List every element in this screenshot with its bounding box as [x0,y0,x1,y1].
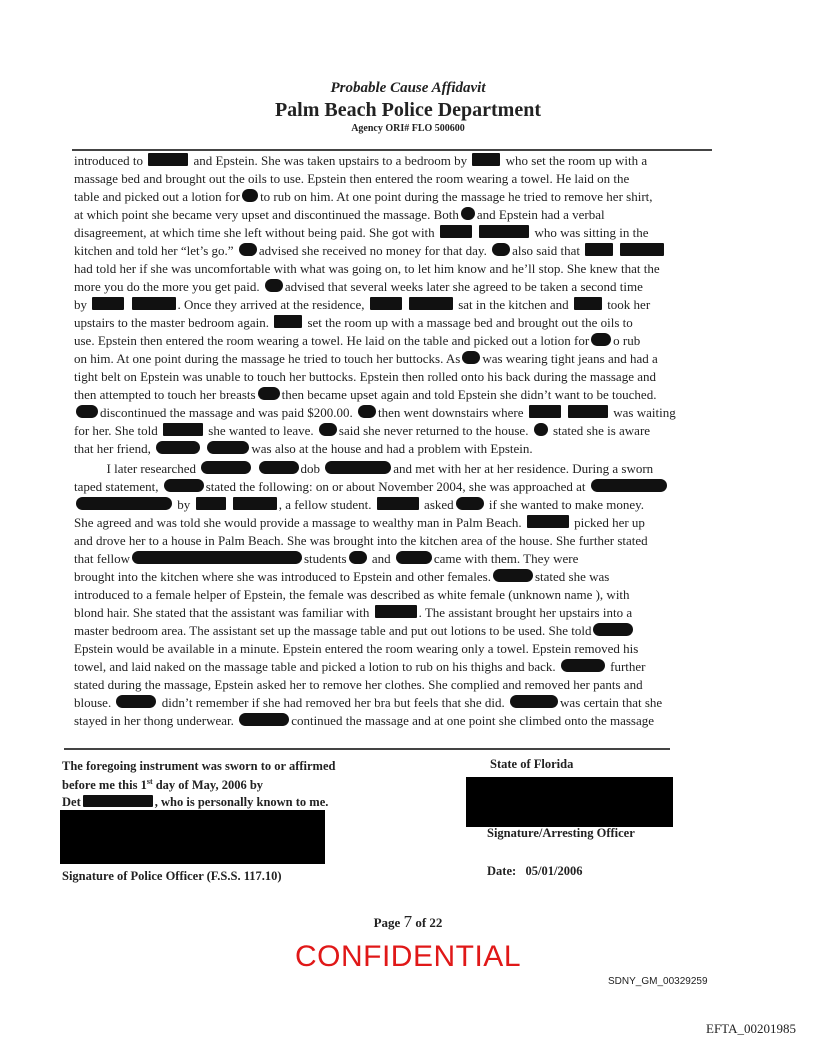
text-segment: dob [300,461,324,476]
redaction [92,297,124,310]
redaction [156,441,200,454]
text-segment: had told her if she was uncomfortable with what was going on, to let him know and he’ll stop. She knew that the [74,261,660,276]
redaction [591,333,611,346]
text-segment [126,297,129,312]
text-segment: taped statement, [74,479,162,494]
redaction [76,405,98,418]
redaction [148,153,188,166]
redaction [479,225,529,238]
redaction [201,461,251,474]
bates-number: SDNY_GM_00329259 [608,976,708,987]
text-segment: disagreement, at which time she left without being paid. She got with [74,225,438,240]
text-segment: , a fellow student. [278,497,375,512]
text-segment: if she wanted to make money. [485,497,645,512]
sworn-statement-line3: Det , who is personally known to me. [62,795,329,809]
state-label: State of Florida [490,757,574,771]
redaction [349,551,367,564]
text-line [74,712,654,730]
text-segment: for her. She told [74,423,162,438]
text-line [74,296,650,314]
redaction [396,551,432,564]
redaction [319,423,337,436]
text-segment: came with them. They were [433,551,579,566]
redaction [259,461,299,474]
redaction [461,207,475,220]
text-segment: at which point she became very upset and discontinued the massage. Both [74,207,459,222]
text-segment: took her [603,297,651,312]
text-segment: I later researched [74,461,200,476]
text-line [74,440,533,458]
text-line [74,350,658,368]
text-segment: blond hair. She stated that the assistant was familiar with [74,605,373,620]
text-segment: more you do the more you get paid. [74,279,263,294]
text-line [74,206,605,224]
redaction [462,351,480,364]
text-segment: who set the room up with a [502,153,648,168]
redaction [591,479,667,492]
redaction [239,713,289,726]
text-segment: that fellow [74,551,130,566]
text-line [74,314,633,332]
redaction [472,153,500,166]
text-line [74,404,676,422]
text-line [74,242,666,260]
text-segment: and Epstein. She was taken upstairs to a bedroom by [190,153,471,168]
text-segment: she wanted to leave. [205,423,317,438]
text-segment [474,225,477,240]
text-segment: who was sitting in the [531,225,649,240]
text-line [74,386,656,404]
redaction [593,623,633,636]
officer-signature-redaction [466,777,673,827]
text-segment [253,461,256,476]
text-line [74,224,649,242]
text-line [74,514,645,532]
text-segment: stated she was [534,569,610,584]
redaction [163,423,203,436]
arresting-officer-signature-caption: Signature/Arresting Officer [487,826,635,840]
redaction [585,243,613,256]
redaction [510,695,558,708]
redaction [370,297,402,310]
redaction [325,461,391,474]
text-segment: stayed in her thong underwear. [74,713,238,728]
text-segment: set the room up with a massage bed and brought out the oils to [304,315,633,330]
text-segment: introduced to [74,153,147,168]
text-segment: said she never returned to the house. [338,423,532,438]
text-line [74,170,629,188]
redaction [196,497,226,510]
redaction [83,795,153,807]
text-segment [228,497,231,512]
text-segment: advised that several weeks later she agreed to be taken a second time [284,279,643,294]
redaction [492,243,510,256]
text-line [74,694,662,712]
redaction [274,315,302,328]
agency-ori: Agency ORI# FLO 500600 [351,123,465,134]
redaction [534,423,548,436]
text-line [74,604,632,622]
text-segment: then attempted to touch her breasts [74,387,256,402]
text-segment: master bedroom area. The assistant set up the massage table and put out lotions to be used. She told [74,623,592,638]
text-segment: table and picked out a lotion for [74,189,241,204]
text-segment [202,441,205,456]
redaction [233,497,277,510]
text-segment: by [174,497,194,512]
text-segment: also said that [512,243,584,258]
signature-date: Date: 05/01/2006 [487,864,583,878]
notary-signature-redaction [60,810,325,864]
redaction [242,189,258,202]
redaction [456,497,484,510]
text-segment: discontinued the massage and was paid $200.00. [100,405,356,420]
text-segment: She agreed and was told she would provide a massage to wealthy man in Palm Beach. [74,515,525,530]
text-line [74,460,653,478]
text-segment: sat in the kitchen and [454,297,572,312]
page-number: Page 7 of 22 [373,912,443,931]
text-segment: massage bed and brought out the oils to use. Epstein then entered the room wearing a towel. He laid on the [74,171,630,186]
redaction [493,569,533,582]
text-segment [563,405,566,420]
text-line [74,640,638,658]
text-segment: towel, and laid naked on the massage table and picked a lotion to rub on his thighs and back. [74,659,559,674]
text-line [74,278,643,296]
text-segment: and met with her at her residence. During a sworn [393,461,654,476]
text-line [74,496,644,514]
efta-number: EFTA_00201985 [706,1021,796,1036]
text-segment: on him. At one point during the massage he tried to touch her buttocks. As [74,351,461,366]
redaction [620,243,664,256]
text-segment: . The assistant brought her upstairs into a [418,605,633,620]
text-segment: stated the following: on or about November 2004, she was approached at [205,479,589,494]
text-line [74,188,653,206]
redaction [574,297,602,310]
sworn-statement-line1: The foregoing instrument was sworn to or affirmed [62,759,336,773]
text-segment: further [606,659,646,674]
text-segment: was also at the house and had a problem with Epstein. [251,441,533,456]
text-segment: was certain that she [560,695,663,710]
text-line [74,622,635,640]
signature-rule [64,748,670,750]
text-segment: . Once they arrived at the residence, [177,297,368,312]
text-line [74,568,609,586]
text-line [74,586,630,604]
text-segment: upstairs to the master bedroom again. [74,315,273,330]
text-line [74,658,645,676]
text-segment: then went downstairs where [377,405,527,420]
redaction [239,243,257,256]
text-segment: to rub on him. At one point during the massage he tried to remove her shirt, [260,189,653,204]
text-line [74,532,648,550]
text-line [74,550,578,568]
text-segment: picked her up [570,515,645,530]
redaction [358,405,376,418]
confidential-stamp: CONFIDENTIAL [294,940,522,973]
text-segment: kitchen and told her “let’s go.” [74,243,237,258]
text-segment: advised she received no money for that day. [258,243,491,258]
text-segment: that her friend, [74,441,155,456]
redaction [116,695,156,708]
text-line [74,260,660,278]
text-segment: students [303,551,347,566]
text-segment: was wearing tight jeans and had a [482,351,658,366]
text-segment: stated during the massage, Epstein asked her to remove her clothes. She complied and removed her pants and [74,677,643,692]
text-segment: and [368,551,394,566]
redaction [377,497,419,510]
text-segment: Epstein would be available in a minute. Epstein entered the room wearing only a towel. Epstein removed his [74,641,639,656]
affidavit-title: Probable Cause Affidavit [330,80,486,96]
redaction [561,659,605,672]
text-segment: blouse. [74,695,115,710]
redaction [164,479,204,492]
text-segment: o rub [613,333,641,348]
text-segment: continued the massage and at one point she climbed onto the massage [291,713,655,728]
redaction [375,605,417,618]
text-segment: and drove her to a house in Palm Beach. She was brought into the kitchen area of the house. She further stated [74,533,648,548]
redaction [527,515,569,528]
text-segment: by [74,297,91,312]
header-rule [72,149,712,151]
redaction [207,441,249,454]
text-line [74,422,650,440]
redaction [265,279,283,292]
department-name: Palm Beach Police Department [274,99,542,121]
text-segment: and Epstein had a verbal [476,207,605,222]
redaction [76,497,172,510]
text-segment: tight belt on Epstein was unable to touch her buttocks. Epstein then rolled onto his back during the massage and [74,369,656,384]
text-segment: brought into the kitchen where she was introduced to Epstein and other females. [74,569,491,584]
text-line [74,478,669,496]
text-segment: stated she is aware [549,423,651,438]
redaction [409,297,453,310]
redaction [132,297,176,310]
redaction [258,387,280,400]
text-segment: use. Epstein then entered the room wearing a towel. He laid on the table and picked out a lotion for [74,333,590,348]
text-segment: was waiting [609,405,676,420]
text-line [74,368,656,386]
police-officer-signature-caption: Signature of Police Officer (F.S.S. 117.10) [62,869,282,883]
text-line [74,332,640,350]
text-segment: introduced to a female helper of Epstein, the female was described as white female (unknown name ), with [74,587,630,602]
redaction [529,405,561,418]
text-segment: didn’t remember if she had removed her bra but feels that she did. [158,695,509,710]
redaction [132,551,302,564]
text-segment [404,297,407,312]
text-segment [615,243,618,258]
text-segment: then became upset again and told Epstein she didn’t want to be touched. [281,387,657,402]
text-line [74,152,647,170]
text-line [74,676,643,694]
redaction [568,405,608,418]
text-segment: asked [420,497,454,512]
sworn-statement-line2: before me this 1st day of May, 2006 by [62,777,264,793]
redaction [440,225,472,238]
